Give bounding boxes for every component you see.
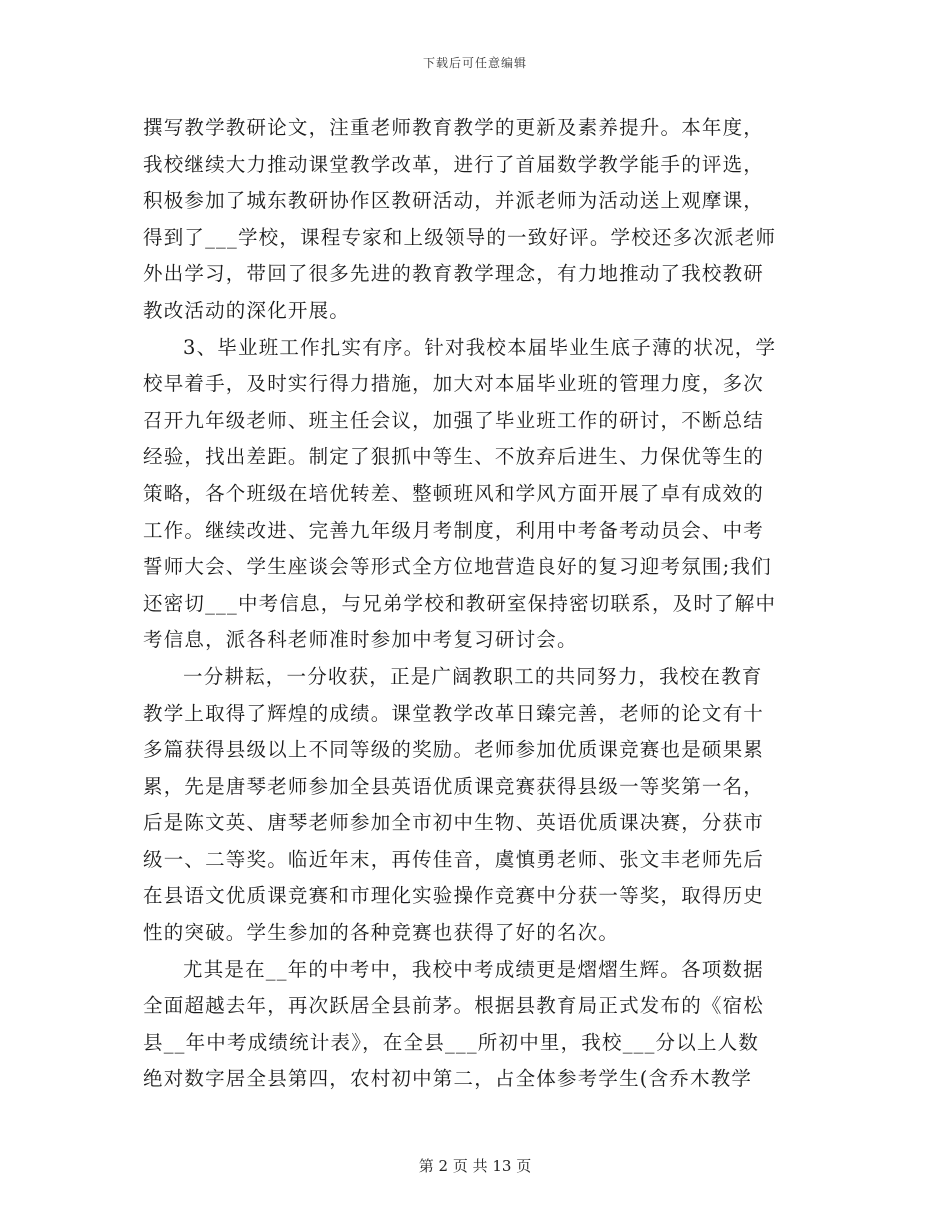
page-header: 下载后可任意编辑 xyxy=(422,56,527,70)
text-line: 还密切___中考信息，与兄弟学校和教研室保持密切联系，及时了解中 xyxy=(143,591,777,615)
page-footer: 第 2 页 共 13 页 xyxy=(418,1157,532,1175)
document-body xyxy=(143,110,811,1098)
text-line: 县__年中考成绩统计表》，在全县___所初中里，我校___分以上人数 xyxy=(143,1030,760,1054)
text-line: 工作。继续改进、完善九年级月考制度，利用中考备考动员会、中考 xyxy=(143,518,765,542)
text-line: 在县语文优质课竞赛和市理化实验操作竞赛中分获一等奖，取得历史 xyxy=(143,884,765,908)
text-line: 全面超越去年，再次跃居全县前茅。根据县教育局正式发布的《宿松 xyxy=(143,994,765,1018)
text-line: 得到了___学校，课程专家和上级领导的一致好评。学校还多次派老师 xyxy=(143,225,777,249)
text-line: 我校继续大力推动课堂教学改革，进行了首届数学教学能手的评选， xyxy=(143,152,765,176)
text-line: 累，先是唐琴老师参加全县英语优质课竞赛获得县级一等奖第一名， xyxy=(143,774,765,798)
text-line: 积极参加了城东教研协作区教研活动，并派老师为活动送上观摩课， xyxy=(143,189,765,213)
text-line: 誓师大会、学生座谈会等形式全方位地营造良好的复习迎考氛围;我们 xyxy=(143,555,772,579)
text-line: 绝对数字居全县第四，农村初中第二，占全体参考学生(含乔木教学 xyxy=(143,1067,753,1091)
text-line: 后是陈文英、唐琴老师参加全市初中生物、英语优质课决赛，分获市 xyxy=(143,811,765,835)
text-line: 考信息，派各科老师准时参加中考复习研讨会。 xyxy=(143,628,578,652)
text-line: 召开九年级老师、班主任会议，加强了毕业班工作的研讨，不断总结 xyxy=(143,408,765,432)
text-line: 性的突破。学生参加的各种竞赛也获得了好的名次。 xyxy=(143,921,620,945)
text-line: 外出学习，带回了很多先进的教育教学理念，有力地推动了我校教研 xyxy=(143,262,765,286)
text-line: 校早着手，及时实行得力措施，加大对本届毕业班的管理力度，多次 xyxy=(143,372,765,396)
paragraph-start-line: 3、毕业班工作扎实有序。针对我校本届毕业生底子薄的状况，学 xyxy=(183,335,777,359)
text-line: 经验，找出差距。制定了狠抓中等生、不放弃后进生、力保优等生的 xyxy=(143,445,765,469)
paragraph-start-line: 一分耕耘，一分收获，正是广阔教职工的共同努力，我校在教育 xyxy=(183,664,763,688)
text-line: 教改活动的深化开展。 xyxy=(143,298,351,322)
paragraph-start-line: 尤其是在__年的中考中，我校中考成绩更是熠熠生辉。各项数据 xyxy=(183,957,764,981)
text-line: 多篇获得县级以上不同等级的奖励。老师参加优质课竞赛也是硕果累 xyxy=(143,738,765,762)
text-line: 级一、二等奖。临近年末，再传佳音，虞慎勇老师、张文丰老师先后 xyxy=(143,847,765,871)
text-line: 教学上取得了辉煌的成绩。课堂教学改革日臻完善，老师的论文有十 xyxy=(143,701,765,725)
text-line: 撰写教学教研论文，注重老师教育教学的更新及素养提升。本年度， xyxy=(143,116,765,139)
text-line: 策略，各个班级在培优转差、整顿班风和学风方面开展了卓有成效的 xyxy=(143,481,765,505)
